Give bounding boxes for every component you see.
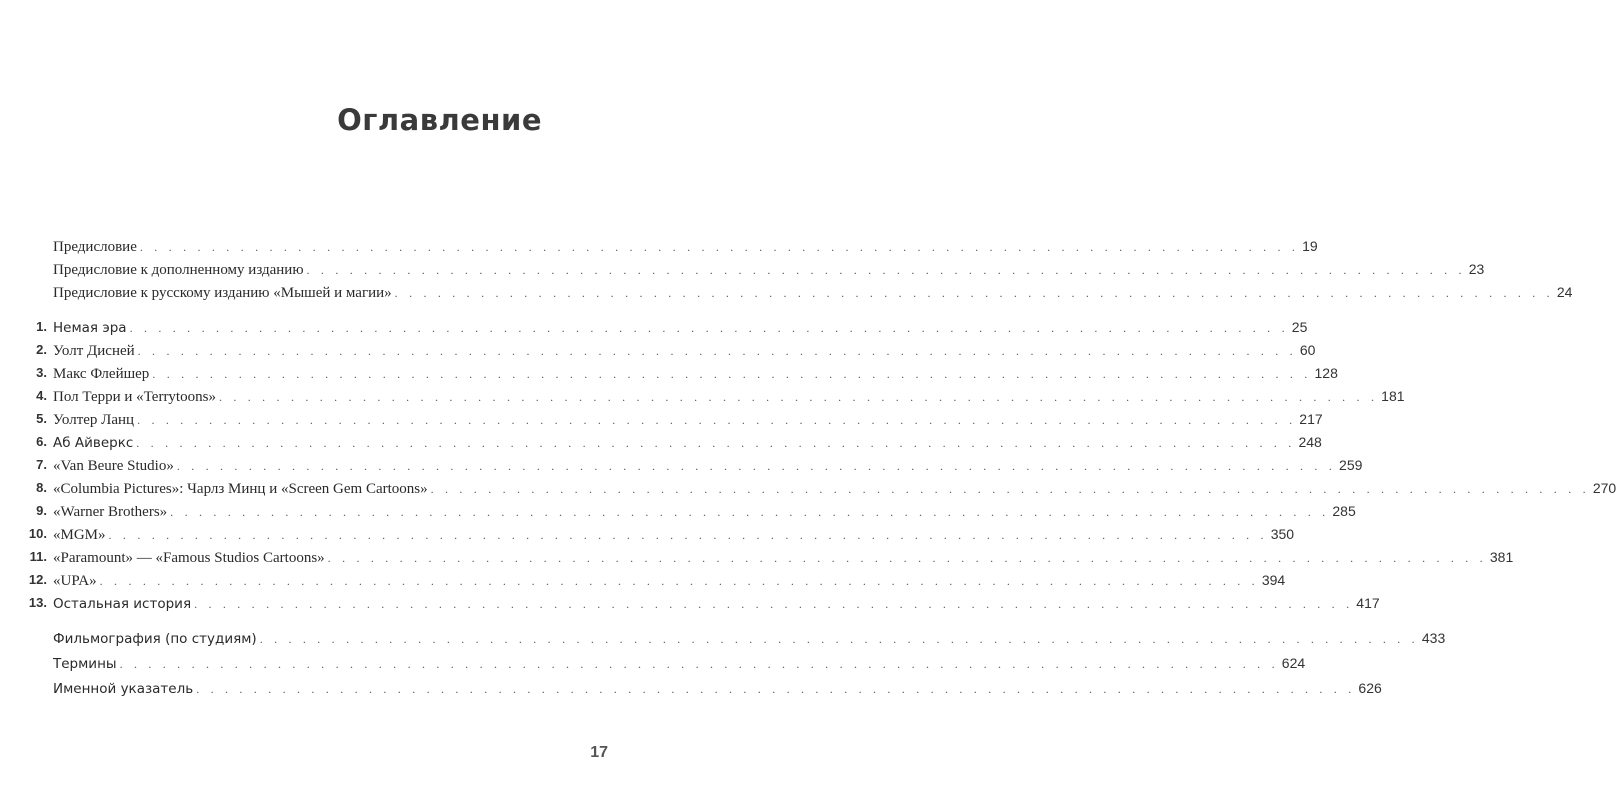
toc-entry-label: Немая эра <box>53 320 127 336</box>
toc-entry-label: «UPA» <box>53 573 97 589</box>
toc-entry-page: 259 <box>1339 457 1363 473</box>
page-title: Оглавление <box>337 103 542 137</box>
dot-leader: . . . . . . . . . . . . . . . . . . . . . . . . . . . . . . . . . . . . . . . . . . . . . . . . . . . . . . . . . . . . . . . . . . . . . . . . . . . . . . . . . <box>430 482 1590 496</box>
toc-entry-page: 24 <box>1556 284 1573 300</box>
chapter-number: 2. <box>36 342 47 357</box>
toc-entry-page: 624 <box>1281 655 1306 671</box>
toc-entry-page: 433 <box>1421 630 1446 646</box>
dot-leader: . . . . . . . . . . . . . . . . . . . . . . . . . . . . . . . . . . . . . . . . . . . . . . . . . . . . . . . . . . . . . . . . . . . . . . . . . . . . . . . . . <box>119 657 1279 671</box>
dot-leader: . . . . . . . . . . . . . . . . . . . . . . . . . . . . . . . . . . . . . . . . . . . . . . . . . . . . . . . . . . . . . . . . . . . . . . . . . . . . . . . . . <box>176 459 1337 473</box>
toc-chapter-5[interactable] <box>36 408 1323 430</box>
dot-leader: . . . . . . . . . . . . . . . . . . . . . . . . . . . . . . . . . . . . . . . . . . . . . . . . . . . . . . . . . . . . . . . . . . . . . . . . . . . . . . . . . <box>99 574 1259 588</box>
chapter-number: 7. <box>36 457 47 472</box>
toc-entry-page: 23 <box>1468 261 1485 277</box>
chapter-number: 11. <box>29 549 47 564</box>
toc-entry-preface-extended[interactable] <box>53 258 1485 280</box>
toc-entry-page: 128 <box>1314 365 1338 381</box>
page-number: 17 <box>590 744 608 761</box>
toc-entry-terms[interactable] <box>53 652 1306 674</box>
dot-leader: . . . . . . . . . . . . . . . . . . . . . . . . . . . . . . . . . . . . . . . . . . . . . . . . . . . . . . . . . . . . . . . . . . . . . . . . . . . . . . . . . <box>139 240 1300 254</box>
dot-leader: . . . . . . . . . . . . . . . . . . . . . . . . . . . . . . . . . . . . . . . . . . . . . . . . . . . . . . . . . . . . . . . . . . . . . . . . . . . . . . . . . <box>137 413 1297 427</box>
chapter-number: 12. <box>28 572 47 587</box>
toc-chapter-12[interactable] <box>28 569 1286 591</box>
toc-entry-filmography[interactable] <box>53 627 1446 649</box>
dot-leader: . . . . . . . . . . . . . . . . . . . . . . . . . . . . . . . . . . . . . . . . . . . . . . . . . . . . . . . . . . . . . . . . . . . . . . . . . . . . . . . . . <box>170 505 1330 519</box>
toc-entry-label: Остальная история <box>53 596 192 612</box>
chapter-number: 6. <box>36 434 47 449</box>
toc-entry-label: Фильмография (по студиям) <box>53 631 257 647</box>
chapter-number: 3. <box>36 365 47 380</box>
dot-leader: . . . . . . . . . . . . . . . . . . . . . . . . . . . . . . . . . . . . . . . . . . . . . . . . . . . . . . . . . . . . . . . . . . . . . . . . . . . . . . . . . <box>259 632 1419 646</box>
toc-entry-page: 181 <box>1381 388 1405 404</box>
toc-chapter-4[interactable] <box>36 385 1405 407</box>
chapter-number: 13. <box>28 595 47 610</box>
dot-leader: . . . . . . . . . . . . . . . . . . . . . . . . . . . . . . . . . . . . . . . . . . . . . . . . . . . . . . . . . . . . . . . . . . . . . . . . . . . . . . . . . <box>306 263 1466 277</box>
toc-entry-page: 285 <box>1332 503 1356 519</box>
toc-entry-label: «Columbia Pictures»: Чарлз Минц и «Screen Gem Cartoons» <box>53 481 428 497</box>
toc-entry-label: «Paramount» — «Famous Studios Cartoons» <box>53 550 325 566</box>
toc-entry-page: 19 <box>1302 238 1318 254</box>
toc-chapter-8[interactable] <box>36 477 1616 499</box>
chapter-number: 8. <box>36 480 47 495</box>
toc-entry-page: 60 <box>1299 342 1316 358</box>
toc-entry-page: 248 <box>1298 434 1322 450</box>
toc-entry-label: Макс Флейшер <box>53 366 150 382</box>
toc-entry-label: Предисловие <box>53 239 137 255</box>
toc-entry-label: Предисловие к русскому изданию «Мышей и магии» <box>53 285 392 301</box>
toc-entry-label: Предисловие к дополненному изданию <box>53 262 304 278</box>
toc-chapter-7[interactable] <box>36 454 1363 476</box>
dot-leader: . . . . . . . . . . . . . . . . . . . . . . . . . . . . . . . . . . . . . . . . . . . . . . . . . . . . . . . . . . . . . . . . . . . . . . . . . . . . . . . . . <box>152 367 1312 381</box>
toc-entry-name-index[interactable] <box>53 677 1382 699</box>
dot-leader: . . . . . . . . . . . . . . . . . . . . . . . . . . . . . . . . . . . . . . . . . . . . . . . . . . . . . . . . . . . . . . . . . . . . . . . . . . . . . . . . . <box>129 321 1289 335</box>
chapter-number: 10. <box>28 526 47 541</box>
dot-leader: . . . . . . . . . . . . . . . . . . . . . . . . . . . . . . . . . . . . . . . . . . . . . . . . . . . . . . . . . . . . . . . . . . . . . . . . . . . . . . . . . <box>108 528 1268 542</box>
toc-entry-preface-russian[interactable] <box>53 281 1573 303</box>
toc-entry-page: 626 <box>1358 680 1382 696</box>
toc-entry-preface[interactable] <box>53 235 1318 257</box>
toc-entry-page: 217 <box>1299 411 1323 427</box>
toc-entry-label: Аб Айверкс <box>53 435 134 451</box>
toc-entry-page: 270 <box>1592 480 1616 496</box>
toc-entry-label: Уолтер Ланц <box>53 412 135 428</box>
toc-entry-label: «Van Beure Studio» <box>53 458 174 474</box>
toc-chapter-6[interactable] <box>36 431 1322 453</box>
toc-entry-page: 394 <box>1261 572 1286 588</box>
chapter-number: 5. <box>36 411 47 426</box>
dot-leader: . . . . . . . . . . . . . . . . . . . . . . . . . . . . . . . . . . . . . . . . . . . . . . . . . . . . . . . . . . . . . . . . . . . . . . . . . . . . . . . . . <box>194 597 1354 611</box>
chapter-number: 1. <box>36 319 47 334</box>
dot-leader: . . . . . . . . . . . . . . . . . . . . . . . . . . . . . . . . . . . . . . . . . . . . . . . . . . . . . . . . . . . . . . . . . . . . . . . . . . . . . . . . . <box>218 390 1379 404</box>
chapter-number: 9. <box>36 503 47 518</box>
dot-leader: . . . . . . . . . . . . . . . . . . . . . . . . . . . . . . . . . . . . . . . . . . . . . . . . . . . . . . . . . . . . . . . . . . . . . . . . . . . . . . . . . <box>196 682 1356 696</box>
dot-leader: . . . . . . . . . . . . . . . . . . . . . . . . . . . . . . . . . . . . . . . . . . . . . . . . . . . . . . . . . . . . . . . . . . . . . . . . . . . . . . . . . <box>394 286 1554 300</box>
toc-chapter-2[interactable] <box>36 339 1316 361</box>
toc-entry-label: Именной указатель <box>53 681 194 697</box>
toc-chapter-10[interactable] <box>28 523 1295 545</box>
toc-entry-page: 381 <box>1489 549 1514 565</box>
toc-chapter-9[interactable] <box>36 500 1356 522</box>
toc-chapter-1[interactable] <box>36 316 1308 338</box>
toc-chapter-13[interactable] <box>28 592 1380 614</box>
toc-entry-page: 25 <box>1291 319 1308 335</box>
dot-leader: . . . . . . . . . . . . . . . . . . . . . . . . . . . . . . . . . . . . . . . . . . . . . . . . . . . . . . . . . . . . . . . . . . . . . . . . . . . . . . . . . <box>137 344 1297 358</box>
dot-leader: . . . . . . . . . . . . . . . . . . . . . . . . . . . . . . . . . . . . . . . . . . . . . . . . . . . . . . . . . . . . . . . . . . . . . . . . . . . . . . . . . <box>136 436 1296 450</box>
dot-leader: . . . . . . . . . . . . . . . . . . . . . . . . . . . . . . . . . . . . . . . . . . . . . . . . . . . . . . . . . . . . . . . . . . . . . . . . . . . . . . . . . <box>327 551 1487 565</box>
toc-chapter-3[interactable] <box>36 362 1338 384</box>
toc-entry-page: 350 <box>1270 526 1295 542</box>
toc-entry-label: Пол Терри и «Terrytoons» <box>53 389 216 405</box>
toc-entry-label: Термины <box>53 656 117 672</box>
toc-chapter-11[interactable] <box>29 546 1514 568</box>
toc-entry-label: «Warner Brothers» <box>53 504 168 520</box>
toc-entry-label: Уолт Дисней <box>53 343 135 359</box>
toc-entry-label: «MGM» <box>53 527 106 543</box>
toc-entry-page: 417 <box>1356 595 1380 611</box>
chapter-number: 4. <box>36 388 47 403</box>
